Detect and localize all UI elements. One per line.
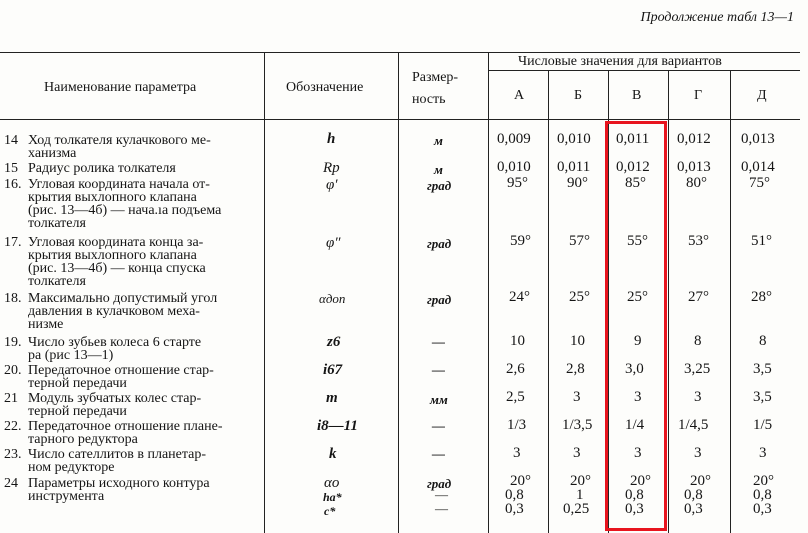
row-16-unit: град (427, 178, 452, 193)
row-24-v: 20° (630, 473, 651, 489)
row-22-unit: — (432, 418, 445, 433)
extra-1-symbol: hа* (323, 490, 342, 504)
table-caption: Продолжение табл 13—1 (640, 10, 794, 25)
row-20-name: Передаточное отношение стар- терной передачи (28, 363, 214, 391)
extra-1-g: 0,8 (684, 487, 703, 503)
header-bottom-rule (0, 119, 800, 120)
row-23-b: 3 (573, 445, 581, 461)
row-23-unit: — (432, 446, 445, 461)
row-18-d: 28° (751, 289, 772, 305)
header-name: Наименование параметра (44, 80, 197, 95)
row-24-g: 20° (690, 473, 711, 489)
extra-2-b: 0,25 (563, 501, 590, 517)
row-17-g: 53° (688, 233, 709, 249)
row-21-d: 3,5 (753, 389, 772, 405)
row-16-d: 75° (749, 175, 770, 191)
row-18-a: 24° (509, 289, 530, 305)
row-15-a: 0,010 (497, 159, 531, 175)
row-15-g: 0,013 (677, 159, 711, 175)
row-17-a: 59° (510, 233, 531, 249)
extra-1-b: 1 (576, 487, 584, 503)
row-15-b: 0,011 (557, 159, 591, 175)
row-14-d: 0,013 (741, 131, 775, 147)
row-18-g: 27° (688, 289, 709, 305)
row-15-unit: м (434, 162, 443, 177)
row-14-name: Ход толкателя кулачкового ме- ханизма (28, 133, 211, 161)
row-20-b: 2,8 (566, 361, 585, 377)
row-15-symbol: Rр (323, 160, 340, 176)
row-19-a: 10 (510, 333, 525, 349)
extra-2-v: 0,3 (625, 501, 644, 517)
row-22-name: Передаточное отношение плане- тарного редуктора (28, 419, 223, 447)
row-23-g: 3 (694, 445, 702, 461)
row-21-b: 3 (573, 389, 581, 405)
row-18-name: Максимально допустимый угол давления в кулачковом меха- низме (28, 291, 218, 332)
col-rule (730, 70, 731, 533)
row-24-symbol: αо (324, 475, 340, 491)
row-20-unit: — (432, 362, 445, 377)
row-17-v: 55° (627, 233, 648, 249)
row-22-d: 1/5 (753, 417, 773, 433)
col-rule (548, 70, 549, 533)
row-20-d: 3,5 (753, 361, 772, 377)
row-24-b: 20° (570, 473, 591, 489)
col-rule (488, 52, 489, 533)
header-symbol: Обозначение (286, 80, 364, 95)
row-21-v: 3 (634, 389, 642, 405)
row-17-b: 57° (569, 233, 590, 249)
row-16-b: 90° (567, 175, 588, 191)
row-17-unit: град (427, 236, 452, 251)
row-19-unit: — (432, 334, 445, 349)
variant-b: Б (574, 88, 583, 103)
extra-2-d: 0,3 (753, 501, 772, 517)
row-15-v: 0,012 (616, 159, 650, 175)
extra-1-unit: — (435, 487, 448, 502)
row-18-b: 25° (569, 289, 590, 305)
row-22-num: 22. (4, 419, 22, 434)
variant-v: В (632, 88, 642, 103)
row-19-g: 8 (694, 333, 702, 349)
row-14-num: 14 (4, 133, 18, 148)
row-15-name: Радиус ролика толкателя (28, 161, 176, 176)
row-21-symbol: m (326, 390, 338, 406)
row-19-d: 8 (759, 333, 767, 349)
row-14-a: 0,009 (497, 131, 531, 147)
row-20-symbol: i67 (323, 362, 343, 378)
row-23-name: Число сателлитов в планетар- ном редукторе (28, 447, 207, 475)
row-22-symbol: i8—11 (317, 418, 358, 434)
row-15-d: 0,014 (741, 159, 775, 175)
header-unit: Размер- ность (412, 70, 459, 107)
row-18-v: 25° (627, 289, 648, 305)
row-14-v: 0,011 (616, 131, 650, 147)
row-19-symbol: z6 (327, 334, 341, 350)
row-24-num: 24 (4, 476, 18, 491)
row-14-unit: м (434, 133, 443, 148)
row-16-a: 95° (507, 175, 528, 191)
row-21-g: 3 (694, 389, 702, 405)
row-19-v: 9 (634, 333, 642, 349)
extra-1-d: 0,8 (753, 487, 772, 503)
row-19-name: Число зубьев колеса 6 старте ра (рис 13—1) (28, 335, 202, 363)
row-20-num: 20. (4, 363, 22, 378)
row-19-b: 10 (570, 333, 585, 349)
row-20-g: 3,25 (684, 361, 711, 377)
column-v-highlight (605, 121, 667, 531)
row-15-num: 15 (4, 161, 18, 176)
row-21-a: 2,5 (506, 389, 525, 405)
col-rule (398, 52, 399, 533)
row-21-name: Модуль зубчатых колес стар- терной передачи (28, 391, 202, 419)
row-17-d: 51° (751, 233, 772, 249)
row-24-name: Параметры исходного контура инструмента (28, 476, 210, 504)
variant-g: Г (694, 88, 703, 103)
row-20-a: 2,6 (506, 361, 525, 377)
row-24-a: 20° (510, 473, 531, 489)
extra-2-a: 0,3 (505, 501, 524, 517)
row-19-num: 19. (4, 335, 22, 350)
row-17-symbol: φ″ (326, 235, 341, 251)
variant-d: Д (757, 88, 767, 103)
extra-2-symbol: c* (324, 504, 336, 518)
row-22-b: 1/3,5 (562, 417, 593, 433)
row-20-v: 3,0 (625, 361, 644, 377)
variant-a: А (514, 88, 525, 103)
row-23-a: 3 (513, 445, 521, 461)
extra-1-v: 0,8 (625, 487, 644, 503)
row-17-num: 17. (4, 235, 22, 250)
row-16-num: 16. (4, 177, 22, 192)
row-16-name: Угловая координата начала от- крытия выхлопного клапана (рис. 13—4б) — нача.ıa подъема толкателя (28, 177, 222, 231)
row-23-d: 3 (759, 445, 767, 461)
row-24-d: 20° (753, 473, 774, 489)
extra-2-unit: — (435, 501, 448, 516)
header-values: Числовые значения для вариантов (518, 54, 722, 69)
row-24-unit: град (427, 476, 452, 491)
row-22-g: 1/4,5 (678, 417, 709, 433)
row-14-b: 0,010 (557, 131, 591, 147)
row-23-v: 3 (634, 445, 642, 461)
row-14-symbol: h (327, 131, 336, 147)
row-18-num: 18. (4, 291, 22, 306)
row-16-v: 85° (625, 175, 646, 191)
variants-header-rule (488, 70, 800, 71)
row-21-num: 21 (4, 391, 18, 406)
row-16-symbol: φ′ (326, 177, 338, 193)
table-top-rule (0, 52, 800, 53)
row-22-a: 1/3 (507, 417, 527, 433)
row-23-num: 23. (4, 447, 22, 462)
row-18-unit: град (427, 292, 452, 307)
row-17-name: Угловая координата конца за- крытия выхлопного клапана (рис. 13—4б) — конца спуска толкателя (28, 235, 206, 289)
row-23-symbol: k (329, 446, 337, 462)
row-22-v: 1/4 (625, 417, 645, 433)
row-16-g: 80° (686, 175, 707, 191)
col-rule (668, 70, 669, 533)
row-18-symbol: αдоп (319, 291, 346, 306)
extra-1-a: 0,8 (505, 487, 524, 503)
row-14-g: 0,012 (677, 131, 711, 147)
extra-2-g: 0,3 (684, 501, 703, 517)
row-21-unit: мм (430, 392, 448, 407)
